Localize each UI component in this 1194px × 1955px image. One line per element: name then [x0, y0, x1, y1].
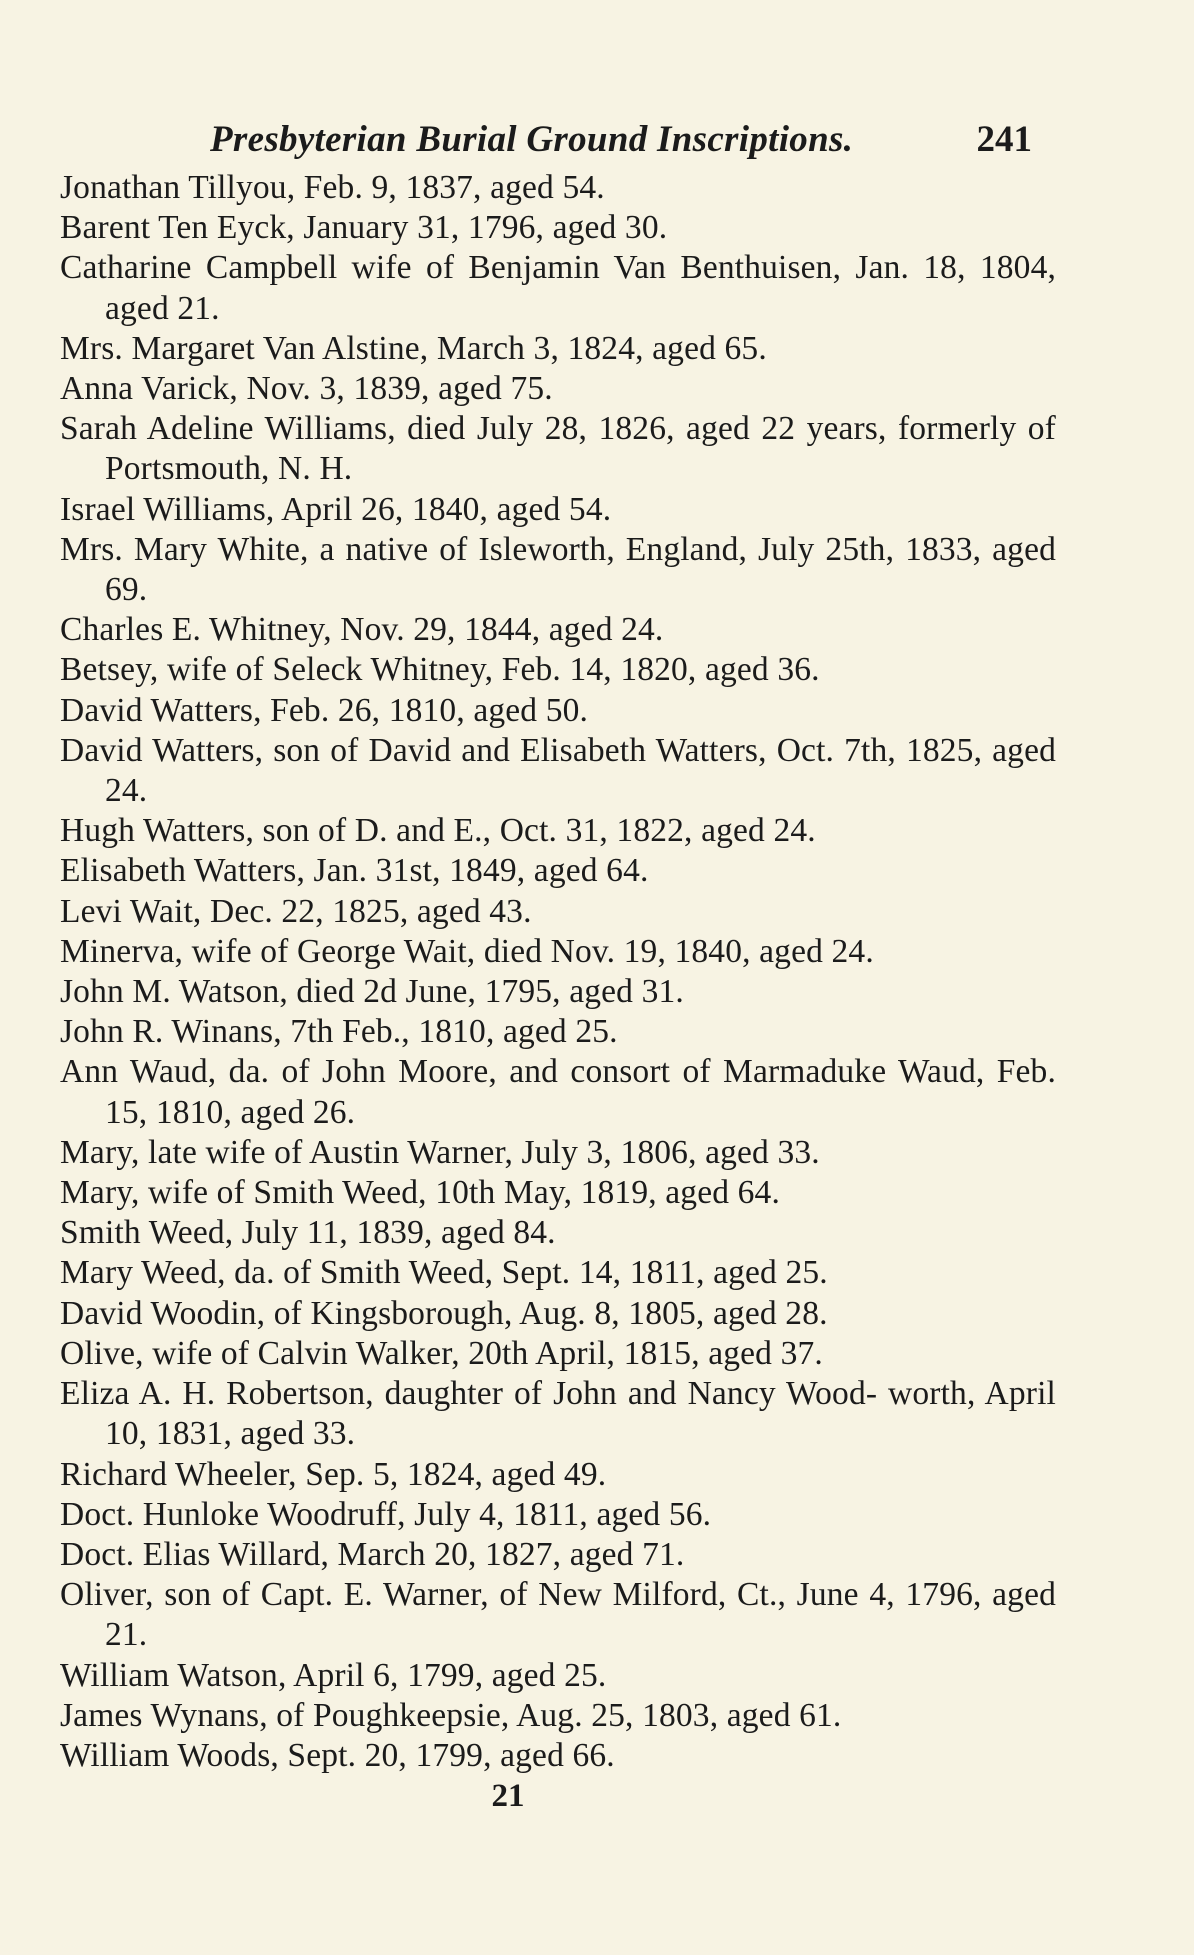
inscription-entry: Mary, wife of Smith Weed, 10th May, 1819, aged 64.	[60, 1174, 780, 1212]
inscription-entry: Elisabeth Watters, Jan. 31st, 1849, aged 64.	[60, 852, 649, 890]
inscription-entry: Barent Ten Eyck, January 31, 1796, aged 30.	[60, 209, 668, 247]
running-title: Presbyterian Burial Ground Inscriptions.	[210, 119, 854, 160]
inscription-entry: John R. Winans, 7th Feb., 1810, aged 25.	[60, 1013, 618, 1051]
inscription-list	[60, 168, 1056, 1776]
inscription-entry: Eliza A. H. Robertson, daughter of John and Nancy Wood- worth, April 10, 1831, aged 33.	[60, 1375, 1056, 1453]
inscription-entry: Charles E. Whitney, Nov. 29, 1844, aged 24.	[60, 611, 664, 649]
inscription-entry: David Watters, son of David and Elisabeth Watters, Oct. 7th, 1825, aged 24.	[60, 731, 1056, 810]
inscription-entry: James Wynans, of Poughkeepsie, Aug. 25, 1803, aged 61.	[60, 1696, 842, 1734]
inscription-entry: Levi Wait, Dec. 22, 1825, aged 43.	[60, 892, 532, 930]
inscription-entry: Doct. Elias Willard, March 20, 1827, aged 71.	[60, 1535, 685, 1573]
inscription-entry: William Watson, April 6, 1799, aged 25.	[60, 1656, 607, 1694]
inscription-entry: Israel Williams, April 26, 1840, aged 54.	[60, 490, 612, 528]
inscription-entry: Richard Wheeler, Sep. 5, 1824, aged 49.	[60, 1455, 607, 1493]
inscription-entry: Mary, late wife of Austin Warner, July 3, 1806, aged 33.	[60, 1133, 820, 1171]
inscription-entry: Hugh Watters, son of D. and E., Oct. 31, 1822, aged 24.	[60, 812, 816, 850]
inscription-entry: Doct. Hunloke Woodruff, July 4, 1811, aged 56.	[60, 1495, 712, 1533]
inscription-entry: Mrs. Mary White, a native of Isleworth, England, July 25th, 1833, aged 69.	[60, 530, 1056, 609]
inscription-entry: Mrs. Margaret Van Alstine, March 3, 1824, aged 65.	[60, 329, 767, 367]
page-number: 241	[976, 119, 1032, 160]
signature-mark: 21	[491, 1778, 525, 1815]
inscription-entry: Sarah Adeline Williams, died July 28, 1826, aged 22 years, formerly of Portsmouth, N. H.	[60, 410, 1056, 488]
inscription-entry: David Woodin, of Kingsborough, Aug. 8, 1805, aged 28.	[60, 1294, 828, 1332]
running-head	[210, 118, 1032, 166]
inscription-entry: Minerva, wife of George Wait, died Nov. 19, 1840, aged 24.	[60, 932, 874, 970]
inscription-entry: Jonathan Tillyou, Feb. 9, 1837, aged 54.	[60, 169, 605, 206]
inscription-entry: Olive, wife of Calvin Walker, 20th April, 1815, aged 37.	[60, 1334, 823, 1372]
inscription-entry: Ann Waud, da. of John Moore, and consort of Marmaduke Waud, Feb. 15, 1810, aged 26.	[60, 1053, 1056, 1131]
inscription-entry: Catharine Campbell wife of Benjamin Van Benthuisen, Jan. 18, 1804, aged 21.	[60, 249, 1056, 327]
inscription-entry: Smith Weed, July 11, 1839, aged 84.	[60, 1214, 556, 1252]
inscription-entry: Betsey, wife of Seleck Whitney, Feb. 14, 1820, aged 36.	[60, 651, 820, 689]
inscription-entry: Mary Weed, da. of Smith Weed, Sept. 14, 1811, aged 25.	[60, 1254, 828, 1292]
inscription-entry: David Watters, Feb. 26, 1810, aged 50.	[60, 691, 589, 729]
inscription-entry: William Woods, Sept. 20, 1799, aged 66.	[60, 1736, 615, 1774]
inscription-entry: John M. Watson, died 2d June, 1795, aged 31.	[60, 973, 684, 1011]
inscription-entry: Anna Varick, Nov. 3, 1839, aged 75.	[60, 370, 553, 408]
inscription-entry: Oliver, son of Capt. E. Warner, of New Milford, Ct., June 4, 1796, aged 21.	[60, 1576, 1056, 1654]
